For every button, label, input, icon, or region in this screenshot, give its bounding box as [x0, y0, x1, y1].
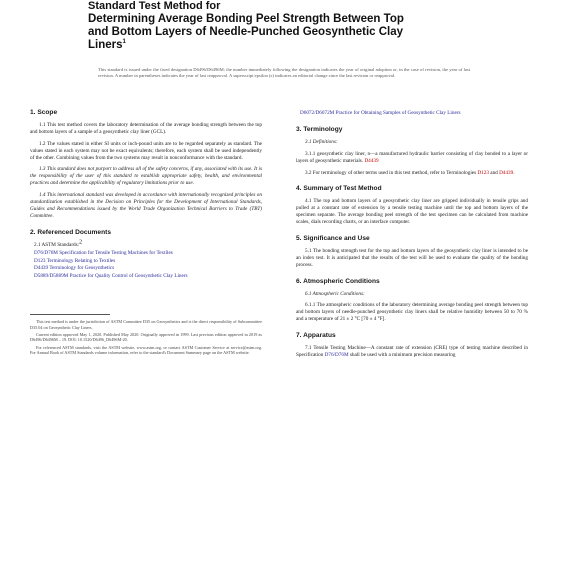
footnote: For referenced ASTM standards, visit the ASTM website, www.astm.org, or contact ASTM Customer Service at service@astm.org. For Annual Book of ASTM Standards volume information, refer to the standard's Document Summary page on the ASTM website.: [30, 344, 262, 356]
footnote: This test method is under the jurisdiction of ASTM Committee D35 on Geosynthetics and is the direct responsibility of Subcommittee D35.04 on Geosynthetic Clay Liners.: [30, 319, 262, 330]
title-footnote-mark[interactable]: 1: [122, 39, 126, 46]
title-line: Standard Test Method for: [88, 0, 221, 12]
footnote-divider: [30, 314, 110, 315]
paragraph: 4.1 The top and bottom layers of a geosynthetic clay liner are gripped individually in tensile grips and pulled at a constant rate of extension by a tensile testing machine until the top and bottom layers of the specimen separate. The average bonding peel strength of the test specimen can be calculated from machine scales, dials recording charts, or an interface computer.: [296, 198, 528, 226]
reference-title[interactable]: Practice for Obtaining Samples of Geosynthetic Clay Liners: [334, 110, 461, 116]
section-heading-terminology: 3. Terminology: [296, 125, 343, 133]
paragraph-text: 7.1 Tensile Testing Machine—A constant rate of extension (CRE) type of testing machine described in Specification: [296, 345, 528, 358]
section-heading-referenced-documents: 2. Referenced Documents: [30, 228, 111, 236]
terminology-link[interactable]: D123: [477, 169, 489, 176]
paragraph: 1.2 The values stated in either SI units or inch-pound units are to be regarded separately as standard. The values stated in each system may not be exact equivalents; therefore, each system shall be used independently of the other. Combining values from the two systems may result in nonconformance with the standard.: [30, 140, 262, 161]
paragraph: 1.1 This test method covers the laboratory determination of the average bonding strength between the top and bottom layers of a sample of a geosynthetic clay liner (GCL).: [30, 121, 262, 135]
paragraph: [296, 345, 528, 359]
title-line: [88, 39, 488, 52]
section-heading-summary: 4. Summary of Test Method: [296, 185, 382, 193]
reference-code[interactable]: D4439: [34, 265, 49, 272]
reference-item[interactable]: [30, 250, 262, 257]
astm-standards-label: 2.1 ASTM Standards:: [34, 241, 80, 248]
section-heading-atmospheric-conditions: 6. Atmospheric Conditions: [296, 277, 380, 285]
definition-text: 3.1.1 geosynthetic clay liner, n—a manufactured hydraulic barrier consisting of clay bonded to a layer or layers of geosynthetic materials.: [296, 150, 528, 164]
reference-item[interactable]: [296, 110, 528, 117]
footnote: Current edition approved May 1, 2020. Published May 2020. Originally approved in 1999. Last previous edition approved in 2019 as D6496/D6496M – 19. DOI: 10.1520/D6496_D6496M-20.: [30, 332, 262, 343]
left-column: [30, 110, 262, 358]
reference-code[interactable]: D76/D76M: [34, 249, 58, 256]
paragraph: 5.1 The bonding strength test for the top and bottom layers of the geosynthetic clay liner is intended to be an index test. It is anticipated that the results of the test will be used to evaluate the quality of the bonding process.: [296, 247, 528, 268]
right-column: [296, 110, 528, 364]
specification-link[interactable]: D76/D76M: [324, 351, 349, 358]
paragraph: 1.4 This international standard was developed in accordance with internationally recognized principles on standardization established in the Decision on Principles for the Development of International Standards, Guides and Recommendations issued by the World Trade Organization Technical Barriers to Trade (TBT) Committee.: [30, 192, 262, 219]
paragraph: [296, 151, 528, 165]
reference-code[interactable]: D5889/D5889M: [34, 273, 69, 280]
reference-code[interactable]: D6072/D6072M: [300, 110, 335, 116]
section-heading-apparatus: 7. Apparatus: [296, 332, 336, 340]
title-line-text: Liners: [88, 39, 123, 51]
document-title: [88, 0, 488, 52]
paragraph-text: and: [488, 169, 500, 176]
paragraph-text: 3.2 For terminology of other terms used in this test method, refer to Terminologies: [305, 169, 478, 176]
paragraph: 6.1 Atmospheric Conditions:: [305, 290, 365, 297]
reference-item[interactable]: [30, 273, 262, 280]
reference-code[interactable]: D123: [34, 257, 46, 264]
title-line: and Bottom Layers of Needle-Punched Geosynthetic Clay: [88, 26, 404, 38]
astm-standards-intro: [30, 238, 262, 249]
reference-item[interactable]: [30, 265, 262, 272]
paragraph: 1.3 This standard does not purport to address all of the safety concerns, if any, associated with its use. It is the responsibility of the user of this standard to establish appropriate safety, health, and environmental practices and determine the applicability of regulatory limitations prior to use.: [30, 166, 262, 187]
title-line: Determining Average Bonding Peel Strength Between Top: [88, 13, 404, 25]
paragraph-text: shall be used with a minimum precision measuring: [348, 351, 456, 358]
paragraph: [296, 170, 528, 177]
paragraph: 6.1.1 The atmospheric conditions of the laboratory determining average bonding peel strength between top and bottom layers of needle-punched geosynthetic clay liners shall be relative humidity between 50 to 70 % and a temperature of 21 ± 2 °C [70 ± 4 °F].: [296, 302, 528, 323]
section-heading-significance: 5. Significance and Use: [296, 234, 370, 242]
reference-title[interactable]: Specification for Tensile Testing Machines for Textiles: [57, 249, 173, 256]
paragraph-text: .: [513, 169, 515, 176]
reference-title[interactable]: Terminology Relating to Textiles: [45, 257, 116, 264]
section-heading-scope: 1. Scope: [30, 109, 58, 116]
definition-source-link[interactable]: D4439: [364, 157, 379, 164]
reference-title[interactable]: Practice for Quality Control of Geosynthetic Clay Liners: [68, 273, 188, 280]
designation-note: This standard is issued under the fixed designation D6496/D6496M; the number immediately following the designation indicates the year of original adoption or, in the case of revision, the year of last revision. A number in parentheses indicates the year of last reapproval. A superscript epsilon (ε) indicates an editorial change since the last revision or reapproval.: [98, 67, 470, 78]
terminology-link[interactable]: D4439: [499, 169, 514, 176]
reference-title[interactable]: Terminology for Geosynthetics: [48, 265, 115, 272]
reference-item[interactable]: [30, 258, 262, 265]
paragraph: 3.1 Definitions:: [305, 138, 338, 145]
footnote-mark[interactable]: 2: [79, 238, 83, 245]
